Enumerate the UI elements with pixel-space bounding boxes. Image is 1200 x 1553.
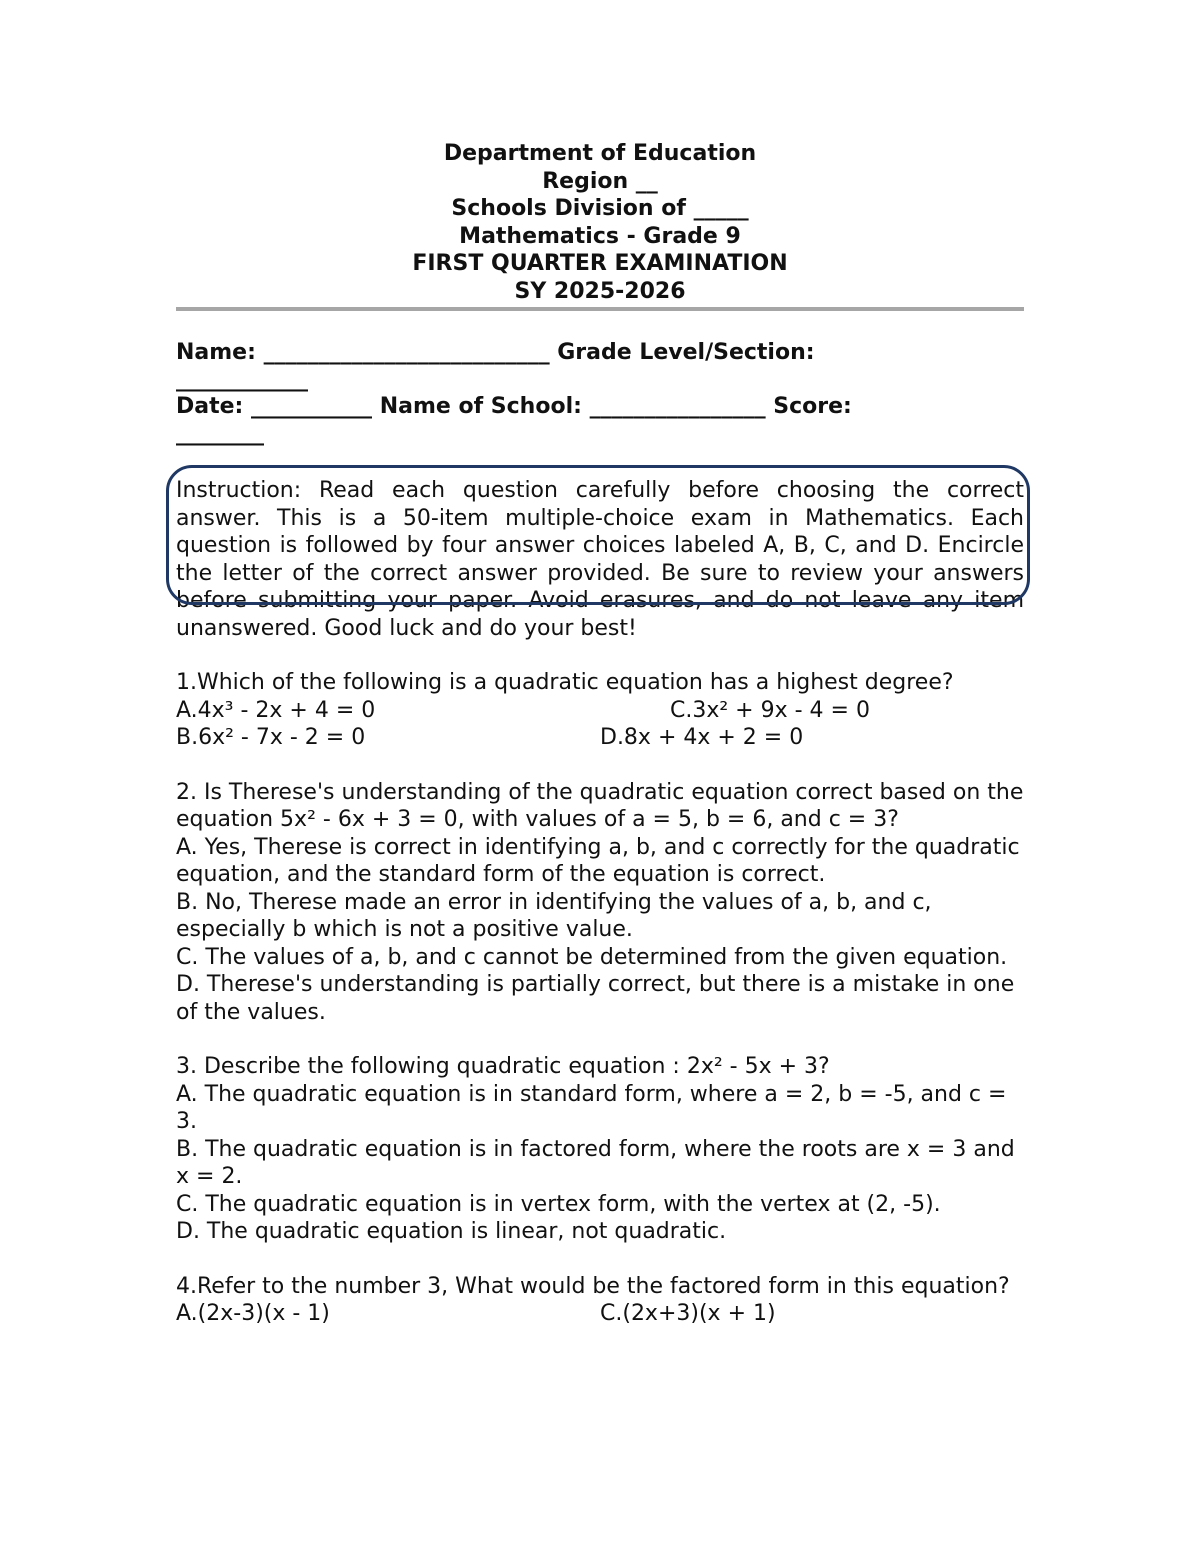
question-4-option-a[interactable]: A.(2x-3)(x - 1) [176, 1301, 330, 1326]
score-label: Score: [773, 394, 852, 419]
header-school-year: SY 2025-2026 [514, 278, 686, 304]
name-grade-line [176, 339, 1024, 366]
question-1-option-b[interactable]: B.6x² - 7x - 2 = 0 [176, 725, 366, 750]
exam-header [176, 140, 1024, 305]
date-label: Date: [176, 394, 244, 419]
question-2-option-a[interactable]: A. Yes, Therese is correct in identifying a, b, and c correctly for the quadratic equation, and the standard form of the equation is correct. [176, 834, 1020, 887]
question-3-option-d[interactable]: D. The quadratic equation is linear, not quadratic. [176, 1219, 727, 1244]
name-label: Name: [176, 340, 256, 365]
question-2-stem: 2. Is Therese's understanding of the quadratic equation correct based on the equation 5x² - 6x + 3 = 0, with values of a = 5, b = 6, and c = 3? [176, 779, 1024, 832]
question-1-option-c[interactable]: C.3x² + 9x - 4 = 0 [670, 697, 870, 723]
question-4-row-1 [176, 1300, 1024, 1328]
question-1 [176, 669, 1024, 752]
instruction-block [176, 477, 1024, 642]
question-4 [176, 1273, 1024, 1328]
name-blank[interactable]: __________________________ [263, 340, 550, 365]
question-3-option-b[interactable]: B. The quadratic equation is in factored form, where the roots are x = 3 and x = 2. [176, 1136, 1015, 1189]
question-3-option-c[interactable]: C. The quadratic equation is in vertex form, with the vertex at (2, -5). [176, 1191, 941, 1217]
question-4-stem: 4.Refer to the number 3, What would be the factored form in this equation? [176, 1273, 1010, 1299]
question-2-option-b[interactable]: B. No, Therese made an error in identifying the values of a, b, and c, especially b which is not a positive value. [176, 889, 932, 942]
question-3-option-a[interactable]: A. The quadratic equation is in standard form, where a = 2, b = -5, and c = 3. [176, 1081, 1007, 1134]
grade-level-label: Grade Level/Section: [557, 340, 815, 365]
instruction-text: Instruction: Read each question carefully before choosing the correct answer. This is a 50-item multiple-choice exam in Mathematics. Each question is followed by four answer choices labeled A, B, C, and D. Encircle the letter of the correct answer provided. Be sure to review your answers before submitting your paper. Avoid erasures, and do not leave any item unanswered. Good luck and do your best! [176, 478, 1024, 641]
question-2-option-c[interactable]: C. The values of a, b, and c cannot be determined from the given equation. [176, 944, 1008, 970]
header-region: Region __ [542, 168, 658, 194]
header-department: Department of Education [443, 141, 757, 166]
school-blank[interactable]: ________________ [589, 394, 766, 419]
question-2-option-d[interactable]: D. Therese's understanding is partially correct, but there is a mistake in one of the values. [176, 972, 1015, 1025]
score-blank[interactable]: ________ [176, 421, 264, 446]
date-school-score-line [176, 393, 1024, 420]
header-division: Schools Division of _____ [451, 196, 749, 221]
question-1-row-1 [176, 697, 1024, 725]
question-3 [176, 1053, 1024, 1246]
header-subject: Mathematics - Grade 9 [459, 223, 741, 249]
question-4-option-c[interactable]: C.(2x+3)(x + 1) [600, 1301, 776, 1326]
question-1-option-d[interactable]: D.8x + 4x + 2 = 0 [600, 725, 804, 750]
school-label: Name of School: [379, 394, 582, 419]
header-divider [176, 307, 1024, 311]
header-exam-title: FIRST QUARTER EXAMINATION [412, 251, 788, 276]
question-1-option-a[interactable]: A.4x³ - 2x + 4 = 0 [176, 697, 376, 723]
score-blank-line [176, 420, 1024, 447]
question-3-stem: 3. Describe the following quadratic equation : 2x² - 5x + 3? [176, 1054, 830, 1079]
date-blank[interactable]: ___________ [251, 394, 373, 419]
question-1-row-2 [176, 724, 1024, 752]
question-1-stem: 1.Which of the following is a quadratic equation has a highest degree? [176, 670, 954, 695]
question-2 [176, 779, 1024, 1027]
grade-level-blank[interactable]: ____________ [176, 367, 308, 392]
student-info-fields [176, 339, 1024, 447]
exam-page [176, 140, 1024, 1328]
grade-blank-line [176, 366, 1024, 393]
